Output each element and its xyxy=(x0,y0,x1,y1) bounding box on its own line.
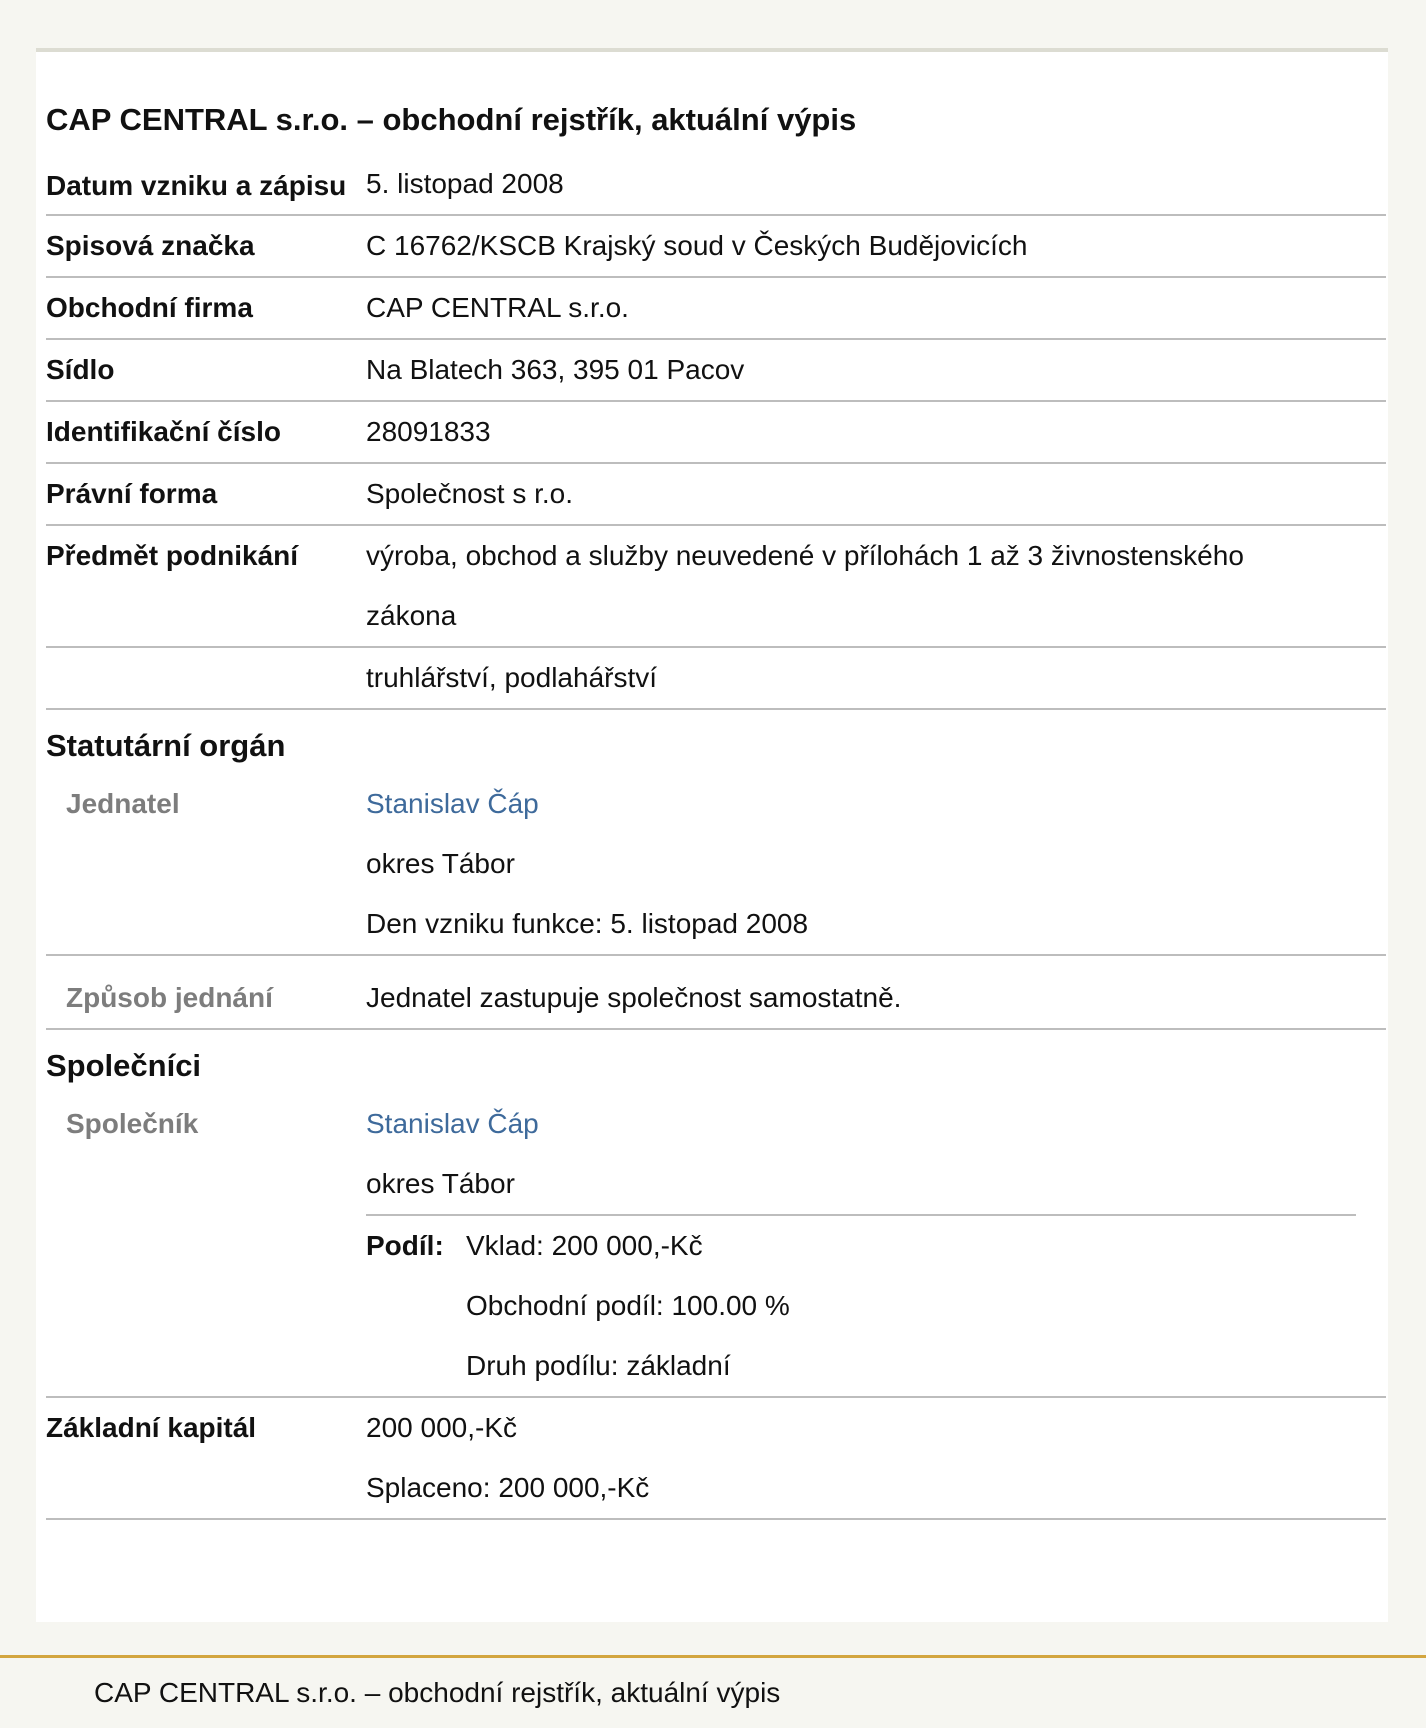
row-value xyxy=(366,1398,1386,1518)
row-value: C 16762/KSCB Krajský soud v Českých Budějovicích xyxy=(366,230,1028,261)
row-file-number xyxy=(46,216,1386,278)
executive-since: Den vzniku funkce: 5. listopad 2008 xyxy=(366,908,809,939)
section-heading-statutory: Statutární orgán xyxy=(46,728,286,763)
section-heading-partners: Společníci xyxy=(46,1048,202,1083)
row-label: Spisová značka xyxy=(46,230,255,261)
row-label: Společník xyxy=(66,1108,199,1139)
share-details xyxy=(466,1216,790,1396)
row-value xyxy=(366,1094,1386,1396)
row-label: Způsob jednání xyxy=(66,982,273,1013)
extract-card xyxy=(36,48,1388,1622)
share-type: Druh podílu: základní xyxy=(466,1350,731,1381)
row-label: Právní forma xyxy=(46,478,218,509)
partner-district: okres Tábor xyxy=(366,1168,515,1199)
row-label: Obchodní firma xyxy=(46,292,253,323)
row-business-activity xyxy=(46,526,1386,648)
row-company-name xyxy=(46,278,1386,340)
row-value xyxy=(366,774,1386,954)
row-legal-form xyxy=(46,464,1386,526)
row-label xyxy=(46,648,366,708)
row-value: Jednatel zastupuje společnost samostatně. xyxy=(366,982,902,1013)
capital-paid: Splaceno: 200 000,-Kč xyxy=(366,1472,650,1503)
row-business-activity-2 xyxy=(46,648,1386,710)
row-partner xyxy=(46,1094,1386,1398)
page-title: CAP CENTRAL s.r.o. – obchodní rejstřík, aktuální výpis xyxy=(46,102,857,137)
row-value: CAP CENTRAL s.r.o. xyxy=(366,292,629,323)
row-value: 5. listopad 2008 xyxy=(366,168,564,199)
row-registered-capital xyxy=(46,1398,1386,1520)
row-value: 28091833 xyxy=(366,416,491,447)
row-registered-office xyxy=(46,340,1386,402)
share-deposit: Vklad: 200 000,-Kč xyxy=(466,1230,703,1261)
row-label: Jednatel xyxy=(66,788,180,819)
row-acting-method xyxy=(46,956,1386,1030)
share-percentage: Obchodní podíl: 100.00 % xyxy=(466,1290,790,1321)
row-label: Základní kapitál xyxy=(46,1412,257,1443)
row-label: Datum vzniku a zápisu xyxy=(46,170,347,201)
registry-extract xyxy=(46,94,1386,1520)
footer xyxy=(0,1655,1426,1728)
row-founding-date xyxy=(46,154,1386,216)
share-block xyxy=(366,1214,1356,1396)
executive-name-link[interactable]: Stanislav Čáp xyxy=(366,788,539,819)
partner-name-link[interactable]: Stanislav Čáp xyxy=(366,1108,539,1139)
executive-district: okres Tábor xyxy=(366,848,515,879)
row-value: truhlářství, podlahářství xyxy=(366,662,658,693)
row-executive xyxy=(46,774,1386,956)
row-value: výroba, obchod a služby neuvedené v přílohách 1 až 3 živnostenského zákona xyxy=(366,540,1244,631)
row-id-number xyxy=(46,402,1386,464)
share-label: Podíl: xyxy=(366,1230,444,1261)
row-label: Předmět podnikání xyxy=(46,540,299,571)
row-label: Identifikační číslo xyxy=(46,416,281,447)
row-value: Na Blatech 363, 395 01 Pacov xyxy=(366,354,745,385)
row-value: Společnost s r.o. xyxy=(366,478,574,509)
capital-amount: 200 000,-Kč xyxy=(366,1412,517,1443)
row-label: Sídlo xyxy=(46,354,115,385)
footer-title: CAP CENTRAL s.r.o. – obchodní rejstřík, aktuální výpis xyxy=(94,1677,781,1708)
